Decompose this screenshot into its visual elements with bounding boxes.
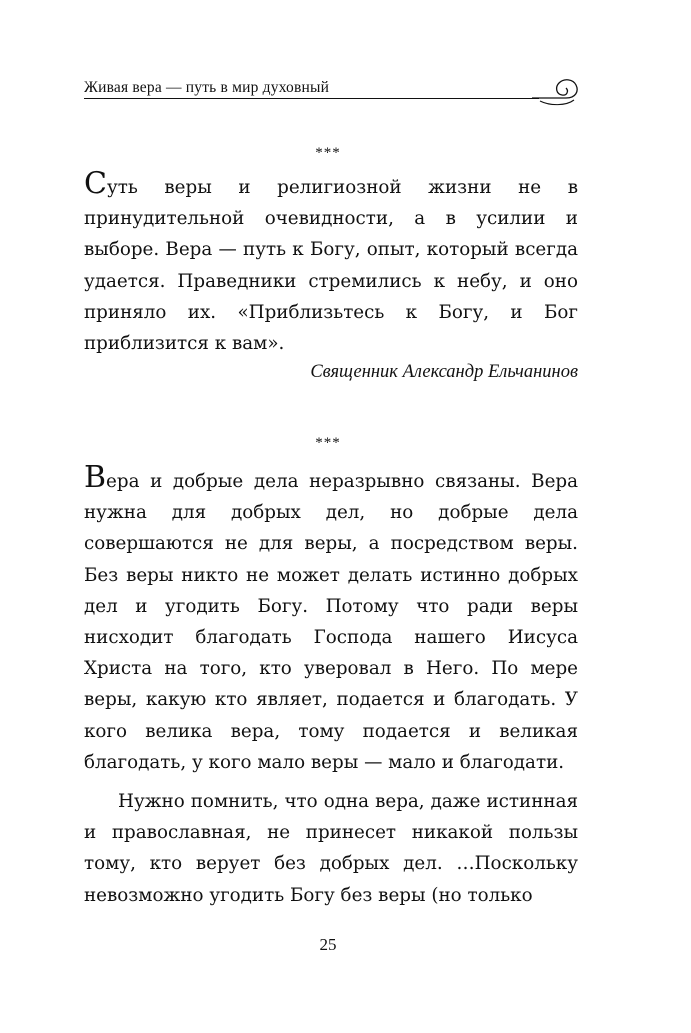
body-paragraph-1 (84, 460, 578, 778)
section-separator-1: *** (315, 145, 341, 161)
running-header (84, 75, 579, 105)
section-1-text (84, 166, 578, 359)
drop-letter: С (84, 166, 107, 201)
header-rule (84, 98, 539, 99)
quote-attribution: Священник Александр Ельчанинов (310, 362, 578, 382)
page-number: 25 (319, 935, 337, 954)
running-header-title: Живая вера — путь в мир духовный (84, 79, 330, 96)
quote-paragraph (84, 166, 578, 359)
body-paragraph-2: Нужно помнить, что одна вера, даже истинная и православная, не принесет никакой пользы тому, кто верует без добрых дел. …Поскольку невозможно угодить Богу без веры (но только (84, 791, 578, 906)
section-separator-2: *** (315, 435, 341, 451)
quote-body: уть веры и религиозной жизни не в принудительной очевидности, а в усилии и выборе. Вера — путь к Богу, опыт, который всегда удается. Праведники стремились к небу, и оно приняло их. «Приблизьтесь к Богу, и Бог приблизится к вам». (84, 177, 578, 355)
body-paragraph-1-text: ера и добрые дела неразрывно связаны. Вера нужна для добрых дел, но добрые дела совершаются не для веры, а посредством веры. Без веры никто не может делать истинно добрых дел и угодить Богу. Потому что ради веры нисходит благодать Господа нашего Иисуса Христа на того, кто уверовал в Него. По мере веры, какую кто являет, подается и благодать. У кого велика вера, тому подается и великая благодать, у кого мало веры — мало и благодати. (84, 471, 578, 773)
section-2-text (84, 460, 578, 911)
swirl-ornament-icon (532, 75, 580, 109)
drop-letter: В (84, 460, 107, 495)
